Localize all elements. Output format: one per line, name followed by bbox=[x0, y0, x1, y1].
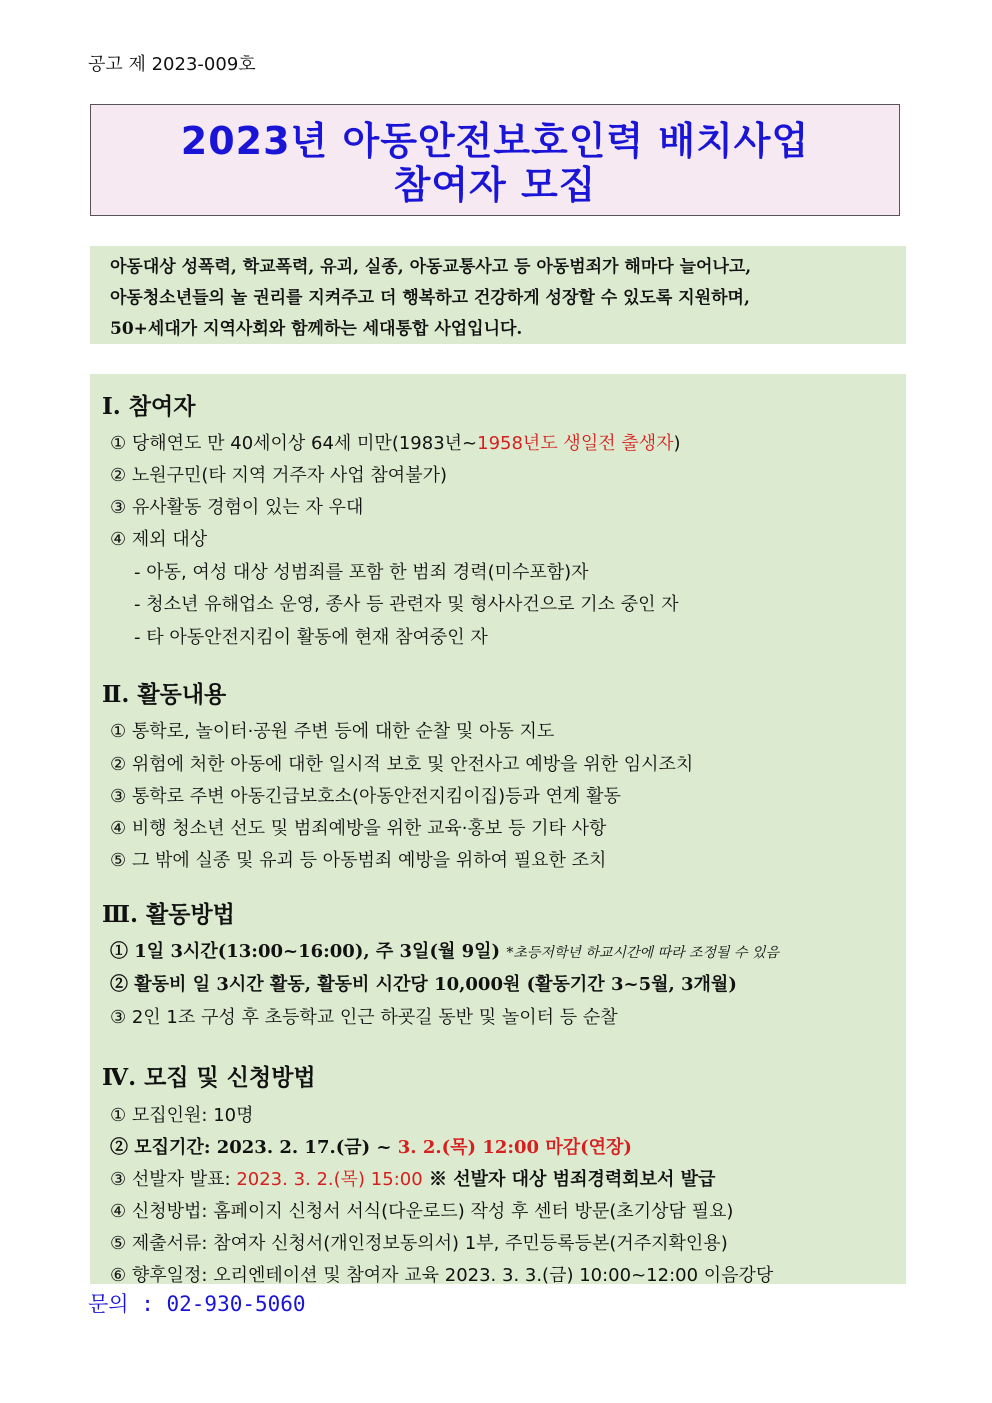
section-4-title: Ⅳ. 모집 및 신청방법 bbox=[102, 1064, 316, 1091]
s4-item-3 bbox=[110, 1165, 715, 1191]
s4-item-5: ⑤ 제출서류: 참여자 신청서(개인정보동의서) 1부, 주민등록등본(거주지확인용) bbox=[110, 1233, 728, 1254]
section-1-title: Ⅰ. 참여자 bbox=[102, 393, 196, 420]
section-2-title: Ⅱ. 활동내용 bbox=[102, 681, 227, 708]
section-3-title: Ⅲ. 활동방법 bbox=[102, 901, 235, 928]
s2-item-5: ⑤ 그 밖에 실종 및 유괴 등 아동범죄 예방을 위하여 필요한 조치 bbox=[110, 850, 607, 871]
intro-line-1: 아동대상 성폭력, 학교폭력, 유괴, 실종, 아동교통사고 등 아동범죄가 해마다 늘어나고, bbox=[110, 257, 752, 277]
s1-item-1-text: ① 당해연도 만 40세이상 64세 미만(1983년~ bbox=[110, 433, 478, 454]
s1-item-2: ② 노원구민(타 지역 거주자 사업 참여불가) bbox=[110, 465, 447, 486]
s4-item-2 bbox=[110, 1133, 632, 1159]
s2-item-1: ① 통학로, 놀이터·공원 주변 등에 대한 순찰 및 아동 지도 bbox=[110, 721, 555, 742]
s4-item-2-text: ② 모집기간: 2023. 2. 17.(금) ~ bbox=[110, 1137, 398, 1158]
intro-line-3: 50+세대가 지역사회와 함께하는 세대통합 사업입니다. bbox=[110, 319, 523, 339]
s1-sub-2: - 청소년 유해업소 운영, 종사 등 관련자 및 형사사건으로 기소 중인 자 bbox=[134, 594, 679, 615]
s4-item-1: ① 모집인원: 10명 bbox=[110, 1105, 254, 1126]
main-content-box bbox=[90, 374, 906, 1284]
s1-item-4: ④ 제외 대상 bbox=[110, 529, 208, 550]
s4-item-3-highlight: 2023. 3. 2.(목) 15:00 bbox=[236, 1169, 423, 1190]
s1-item-1 bbox=[110, 429, 681, 455]
title-line-2: 참여자 모집 bbox=[393, 163, 597, 207]
s4-item-3-text: ③ 선발자 발표: bbox=[110, 1169, 237, 1190]
s3-item-3: ③ 2인 1조 구성 후 초등학교 인근 하굣길 동반 및 놀이터 등 순찰 bbox=[110, 1007, 618, 1028]
intro-line-2: 아동청소년들의 놀 권리를 지켜주고 더 행복하고 건강하게 성장할 수 있도록 지원하며, bbox=[110, 288, 750, 308]
s2-item-3: ③ 통학로 주변 아동긴급보호소(아동안전지킴이집)등과 연계 활동 bbox=[110, 786, 621, 807]
s3-item-2: ② 활동비 일 3시간 활동, 활동비 시간당 10,000원 (활동기간 3~5월, 3개월) bbox=[110, 974, 737, 995]
s1-sub-3: - 타 아동안전지킴이 활동에 현재 참여중인 자 bbox=[134, 627, 488, 648]
title-line-1: 2023년 아동안전보호인력 배치사업 bbox=[180, 119, 810, 163]
s2-item-4: ④ 비행 청소년 선도 및 범죄예방을 위한 교육·홍보 등 기타 사항 bbox=[110, 818, 607, 839]
s1-item-1-end: ) bbox=[673, 433, 681, 454]
contact-info: 문의 : 02-930-5060 bbox=[88, 1292, 306, 1316]
s1-item-1-highlight: 1958년도 생일전 출생자 bbox=[477, 433, 674, 454]
s1-sub-1: - 아동, 여성 대상 성범죄를 포함 한 범죄 경력(미수포함)자 bbox=[134, 562, 589, 583]
title-box bbox=[90, 104, 900, 216]
notice-number: 공고 제 2023-009호 bbox=[88, 54, 256, 75]
s1-item-3: ③ 유사활동 경험이 있는 자 우대 bbox=[110, 497, 364, 518]
s4-item-3-note: ※ 선발자 대상 범죄경력회보서 발급 bbox=[422, 1169, 716, 1190]
s2-item-2: ② 위험에 처한 아동에 대한 일시적 보호 및 안전사고 예방을 위한 임시조치 bbox=[110, 754, 694, 775]
intro-box bbox=[90, 246, 906, 344]
s3-item-1 bbox=[110, 937, 779, 963]
s4-item-4: ④ 신청방법: 홈페이지 신청서 서식(다운로드) 작성 후 센터 방문(초기상담 필요) bbox=[110, 1201, 734, 1222]
s4-item-2-highlight: 3. 2.(목) 12:00 마감(연장) bbox=[397, 1137, 632, 1158]
s3-item-1-text: ① 1일 3시간(13:00~16:00), 주 3일(월 9일) bbox=[110, 941, 501, 962]
s3-item-1-note: *초등저학년 하교시간에 따라 조정될 수 있음 bbox=[506, 945, 780, 961]
s4-item-6: ⑥ 향후일정: 오리엔테이션 및 참여자 교육 2023. 3. 3.(금) 10:00~12:00 이음강당 bbox=[110, 1265, 774, 1286]
